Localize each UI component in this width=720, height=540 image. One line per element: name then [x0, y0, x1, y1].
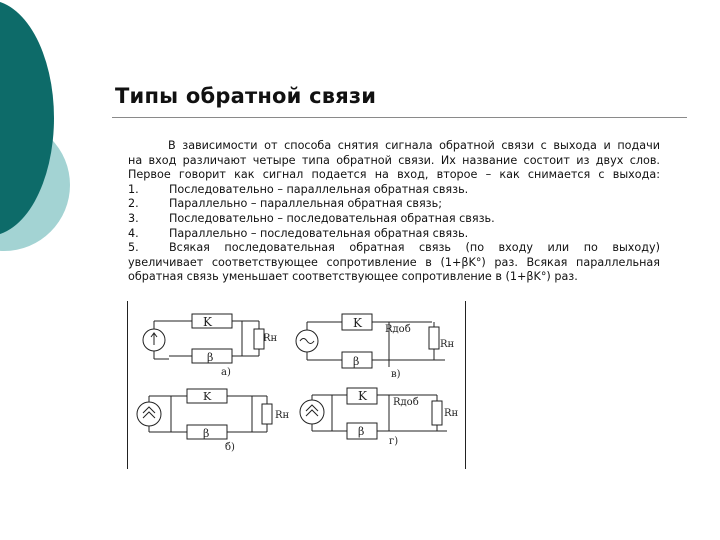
load-resistor	[262, 404, 272, 424]
source-circle	[300, 400, 324, 424]
diagram-b-beta-label: β	[353, 355, 360, 368]
list-item	[128, 183, 660, 198]
diagram-c-beta-label: β	[203, 427, 210, 440]
list-item-text: Параллельно – параллельная обратная связь;	[169, 197, 442, 211]
feedback-circuits-figure	[127, 297, 467, 469]
intro-line: Первое говорит как сигнал подается на вход, второе – как снимается с выхода:	[128, 168, 660, 182]
diagram-a-k-label: K	[203, 315, 212, 329]
diagram-d	[300, 388, 447, 439]
diagram-b-load-label: Rн	[440, 339, 455, 350]
diagram-d-beta-label: β	[358, 425, 365, 438]
diagram-b-caption: в)	[391, 369, 401, 380]
list-item-text: Параллельно – последовательная обратная связь.	[169, 226, 469, 240]
list-item-text: Всякая последовательная обратная связь (по входу или по выходу)	[169, 241, 660, 255]
list-item-number: 5.	[128, 241, 139, 255]
diagram-c-k-label: K	[203, 390, 212, 403]
diagram-b-k-label: K	[353, 316, 362, 330]
list-item-number: 2.	[128, 197, 139, 211]
body-text	[128, 139, 660, 285]
list-item-number: 1.	[128, 182, 139, 196]
decorative-circles	[0, 0, 120, 300]
diagram-c-caption: б)	[225, 442, 235, 453]
diagram-d-load-label: Rн	[444, 408, 459, 419]
list-item	[128, 212, 660, 227]
diagram-b-rfb-label: Rдоб	[385, 324, 411, 335]
list-item	[128, 197, 660, 212]
list-item-text: Последовательно – параллельная обратная связь.	[169, 182, 469, 196]
title-divider	[112, 117, 687, 118]
slide-title: Типы обратной связи	[115, 84, 377, 108]
amplifier-block	[192, 314, 232, 328]
load-resistor	[432, 401, 442, 425]
list-item-number: 4.	[128, 226, 139, 240]
diagram-d-k-label: K	[358, 389, 367, 403]
intro-line: на вход различают четыре типа обратной связи. Их название состоит из двух слов.	[128, 153, 660, 167]
diagram-a-caption: а)	[221, 367, 231, 378]
body-line: обратная связь уменьшает соответствующее сопротивление в (1+βK°) раз.	[128, 270, 578, 284]
diagram-b	[296, 314, 445, 368]
list-item-text: Последовательно – последовательная обратная связь.	[169, 211, 495, 225]
list-item-number: 3.	[128, 211, 139, 225]
load-resistor	[429, 327, 439, 349]
diagram-d-rfb-label: Rдоб	[393, 397, 419, 408]
diagram-a-load-label: Rн	[263, 333, 278, 344]
diagram-d-caption: г)	[389, 436, 399, 447]
source-circle	[137, 402, 161, 426]
diagram-c-load-label: Rн	[275, 410, 290, 421]
diagram-a-beta-label: β	[207, 351, 214, 364]
intro-line: В зависимости от способа снятия сигнала обратной связи с выхода и подачи	[168, 139, 660, 152]
body-line: увеличивает соответствующее сопротивление в (1+βK°) раз. Всякая параллельная	[128, 255, 660, 269]
list-item	[128, 241, 660, 256]
list-item	[128, 227, 660, 242]
